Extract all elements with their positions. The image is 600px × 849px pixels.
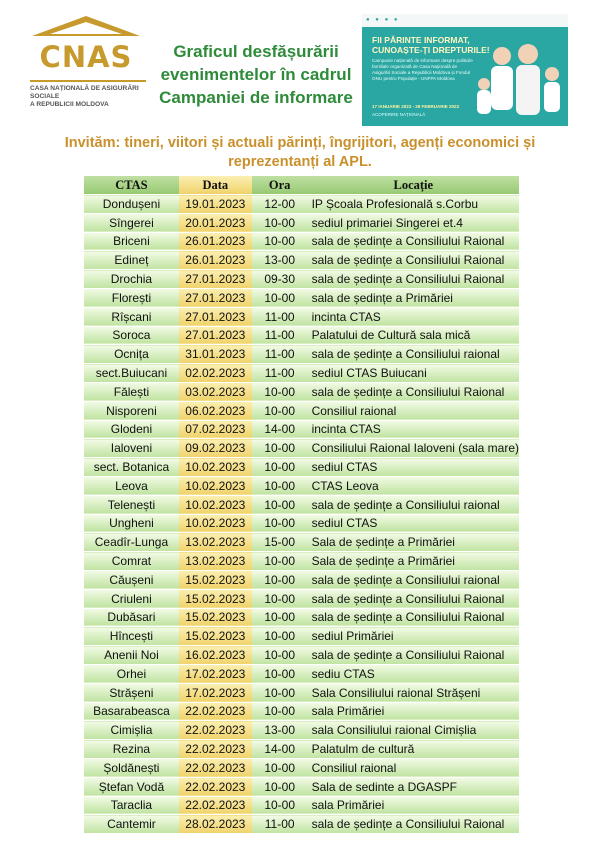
table-row	[84, 533, 519, 552]
cell-ora: 10-00	[252, 683, 308, 702]
cell-data: 27.01.2023	[179, 270, 252, 289]
cell-ctas: Ungheni	[84, 514, 179, 533]
cell-locatie: sediu CTAS	[308, 664, 519, 683]
cell-locatie: sala de ședințe a Consiliului Raional	[308, 608, 519, 627]
title-line-3: Campaniei de informare	[159, 88, 353, 107]
schedule-table	[84, 176, 519, 834]
table-row	[84, 195, 519, 214]
cell-ora: 10-00	[252, 589, 308, 608]
cell-data: 28.02.2023	[179, 815, 252, 834]
cell-ctas: Strășeni	[84, 683, 179, 702]
cell-ctas: Anenii Noi	[84, 646, 179, 665]
cell-locatie: sediul CTAS	[308, 458, 519, 477]
cell-locatie: Consiliul raional	[308, 758, 519, 777]
cell-ora: 10-00	[252, 777, 308, 796]
cell-ctas: sect. Botanica	[84, 458, 179, 477]
cell-data: 26.01.2023	[179, 232, 252, 251]
cell-ctas: Sîngerei	[84, 213, 179, 232]
cell-ctas: Telenești	[84, 495, 179, 514]
cell-ora: 11-00	[252, 364, 308, 383]
banner-dates: 17 IANUARIE 2023 - 28 FEBRUARIE 2023	[372, 104, 460, 109]
cell-data: 10.02.2023	[179, 514, 252, 533]
cell-ora: 10-00	[252, 476, 308, 495]
table-row	[84, 570, 519, 589]
partner-logos-icon: ● ● ● ●	[366, 17, 400, 23]
title-line-2: evenimentelor în cadrul	[160, 65, 352, 84]
table-row	[84, 232, 519, 251]
cell-data: 07.02.2023	[179, 420, 252, 439]
cell-data: 22.02.2023	[179, 758, 252, 777]
cell-locatie: sala de ședințe a Consiliului Raional	[308, 232, 519, 251]
cell-ctas: Dondușeni	[84, 195, 179, 214]
cell-data: 20.01.2023	[179, 213, 252, 232]
cell-data: 13.02.2023	[179, 533, 252, 552]
cell-data: 16.02.2023	[179, 646, 252, 665]
cell-ora: 11-00	[252, 815, 308, 834]
cnas-logo	[24, 14, 149, 110]
cell-data: 26.01.2023	[179, 251, 252, 270]
cell-data: 27.01.2023	[179, 326, 252, 345]
cell-locatie: sala de ședințe a Consiliului raional	[308, 345, 519, 364]
cell-locatie: sala de ședințe a Consiliului Raional	[308, 382, 519, 401]
table-row	[84, 758, 519, 777]
cell-ctas: Basarabeasca	[84, 702, 179, 721]
cell-ctas: Ceadîr-Lunga	[84, 533, 179, 552]
logo-name: CNAS	[39, 40, 133, 74]
cell-locatie: sediul primariei Singerei et.4	[308, 213, 519, 232]
banner-headline-line2: CUNOAȘTE-ȚI DREPTURILE!	[372, 45, 490, 55]
cell-locatie: sala de ședințe a Consiliului Raional	[308, 646, 519, 665]
cell-locatie: sala de ședințe a Consiliului Raional	[308, 251, 519, 270]
cell-locatie: Consiliul raional	[308, 401, 519, 420]
invitation-line2: reprezentanți al APL.	[228, 154, 372, 170]
cell-ctas: Ocnița	[84, 345, 179, 364]
table-row	[84, 476, 519, 495]
banner-note: ACOPERIRE NAȚIONALĂ	[372, 112, 426, 117]
family-illustration-icon	[472, 40, 568, 126]
table-row	[84, 345, 519, 364]
cell-locatie: Sala de ședințe a Primăriei	[308, 552, 519, 571]
cell-locatie: Sala Consiliului raional Strășeni	[308, 683, 519, 702]
cell-ora: 10-00	[252, 552, 308, 571]
header-data: Data	[179, 176, 252, 195]
table-row	[84, 326, 519, 345]
cell-ora: 10-00	[252, 401, 308, 420]
cell-locatie: Sala de sedinte a DGASPF	[308, 777, 519, 796]
cell-data: 13.02.2023	[179, 552, 252, 571]
table-row	[84, 364, 519, 383]
cell-ora: 10-00	[252, 514, 308, 533]
campaign-banner	[362, 14, 568, 126]
cell-locatie: CTAS Leova	[308, 476, 519, 495]
cell-data: 15.02.2023	[179, 570, 252, 589]
cell-locatie: sala Primăriei	[308, 702, 519, 721]
table-row	[84, 420, 519, 439]
cell-data: 15.02.2023	[179, 627, 252, 646]
cell-ctas: Cantemir	[84, 815, 179, 834]
header-locatie: Locație	[308, 176, 519, 195]
cell-ctas: Leova	[84, 476, 179, 495]
cell-ora: 10-00	[252, 382, 308, 401]
table-row	[84, 777, 519, 796]
cell-ora: 13-00	[252, 721, 308, 740]
cell-data: 10.02.2023	[179, 458, 252, 477]
cell-data: 15.02.2023	[179, 608, 252, 627]
cell-ora: 10-00	[252, 213, 308, 232]
cell-ctas: Florești	[84, 288, 179, 307]
cell-data: 17.02.2023	[179, 683, 252, 702]
cell-data: 22.02.2023	[179, 796, 252, 815]
table-row	[84, 646, 519, 665]
table-row	[84, 382, 519, 401]
cell-ctas: Glodeni	[84, 420, 179, 439]
cell-ctas: Soroca	[84, 326, 179, 345]
cell-locatie: sala de ședințe a Consiliului Raional	[308, 270, 519, 289]
banner-headline-line1: FII PĂRINTE INFORMAT,	[372, 35, 470, 45]
table-row	[84, 270, 519, 289]
cell-ora: 10-00	[252, 439, 308, 458]
cell-ora: 10-00	[252, 288, 308, 307]
cell-ora: 10-00	[252, 796, 308, 815]
cell-ctas: Ialoveni	[84, 439, 179, 458]
cell-ora: 10-00	[252, 664, 308, 683]
cell-ora: 09-30	[252, 270, 308, 289]
cell-data: 10.02.2023	[179, 476, 252, 495]
cell-locatie: sediul CTAS	[308, 514, 519, 533]
cell-data: 02.02.2023	[179, 364, 252, 383]
table-row	[84, 552, 519, 571]
cell-locatie: Palatului de Cultură sala mică	[308, 326, 519, 345]
cell-data: 10.02.2023	[179, 495, 252, 514]
cell-ora: 10-00	[252, 232, 308, 251]
cell-locatie: sala de ședințe a Consiliului raional	[308, 570, 519, 589]
cell-locatie: sediul Primăriei	[308, 627, 519, 646]
table-row	[84, 401, 519, 420]
table-row	[84, 664, 519, 683]
table-row	[84, 627, 519, 646]
table-row	[84, 458, 519, 477]
table-row	[84, 608, 519, 627]
cell-data: 27.01.2023	[179, 307, 252, 326]
cell-data: 22.02.2023	[179, 702, 252, 721]
table-row	[84, 702, 519, 721]
table-row	[84, 796, 519, 815]
title-line-1: Graficul desfășurării	[173, 42, 339, 61]
page-title	[150, 40, 362, 109]
table-row	[84, 683, 519, 702]
logo-subtitle-line1: CASA NAȚIONALĂ DE ASIGURĂRI SOCIALE	[30, 85, 139, 100]
cell-locatie: incinta CTAS	[308, 420, 519, 439]
cell-locatie: Sala de ședințe a Primăriei	[308, 533, 519, 552]
cell-ctas: Criuleni	[84, 589, 179, 608]
cell-locatie: sala Primăriei	[308, 796, 519, 815]
cell-ctas: Orhei	[84, 664, 179, 683]
cell-data: 31.01.2023	[179, 345, 252, 364]
cell-locatie: sala de ședințe a Consiliului Raional	[308, 589, 519, 608]
cell-ora: 10-00	[252, 570, 308, 589]
cell-data: 27.01.2023	[179, 288, 252, 307]
table-row	[84, 589, 519, 608]
cell-locatie: incinta CTAS	[308, 307, 519, 326]
cell-ctas: Ștefan Vodă	[84, 777, 179, 796]
cell-ctas: Taraclia	[84, 796, 179, 815]
cell-data: 17.02.2023	[179, 664, 252, 683]
cell-ora: 10-00	[252, 702, 308, 721]
cell-ctas: Hîncești	[84, 627, 179, 646]
cell-locatie: sala Consiliului raional Cimișlia	[308, 721, 519, 740]
cell-ora: 10-00	[252, 646, 308, 665]
cell-ora: 10-00	[252, 495, 308, 514]
cell-ora: 11-00	[252, 345, 308, 364]
cell-ctas: Drochia	[84, 270, 179, 289]
table-row	[84, 251, 519, 270]
cell-ctas: Fălești	[84, 382, 179, 401]
cell-ctas: Dubăsari	[84, 608, 179, 627]
cell-data: 22.02.2023	[179, 721, 252, 740]
table-row	[84, 514, 519, 533]
table-row	[84, 721, 519, 740]
cell-ora: 11-00	[252, 307, 308, 326]
cell-ctas: Căușeni	[84, 570, 179, 589]
cell-data: 19.01.2023	[179, 195, 252, 214]
cell-locatie: sediul CTAS Buiucani	[308, 364, 519, 383]
table-row	[84, 288, 519, 307]
header-ora: Ora	[252, 176, 308, 195]
invitation-text	[40, 134, 560, 172]
cell-ora: 13-00	[252, 251, 308, 270]
cell-locatie: IP Școala Profesională s.Corbu	[308, 195, 519, 214]
cell-data: 15.02.2023	[179, 589, 252, 608]
table-row	[84, 213, 519, 232]
cell-ctas: Rîșcani	[84, 307, 179, 326]
logo-subtitle-line2: A REPUBLICII MOLDOVA	[30, 101, 109, 108]
cell-ora: 10-00	[252, 758, 308, 777]
cell-locatie: sala de ședințe a Consiliului raional	[308, 495, 519, 514]
cell-ctas: Nisporeni	[84, 401, 179, 420]
table-row	[84, 439, 519, 458]
cell-ctas: Briceni	[84, 232, 179, 251]
cell-ora: 14-00	[252, 420, 308, 439]
table-header-row	[84, 176, 519, 195]
logo-subtitle	[30, 85, 146, 109]
cell-ctas: Rezina	[84, 740, 179, 759]
cell-locatie: sala de ședințe a Consiliului Raional	[308, 815, 519, 834]
table-row	[84, 495, 519, 514]
cell-data: 06.02.2023	[179, 401, 252, 420]
invitation-line1: Invităm: tineri, viitori și actuali părinți, îngrijitori, agenți economici și	[64, 135, 536, 151]
cell-ora: 14-00	[252, 740, 308, 759]
banner-body: Campanie națională de informare despre politicile familiale organizată de Casa Națională de Asigurări Sociale a Republicii Moldova și Fondul ONU pentru Populație - UNFPA Moldova	[372, 58, 473, 81]
table-row	[84, 307, 519, 326]
cell-ora: 15-00	[252, 533, 308, 552]
cell-ora: 10-00	[252, 627, 308, 646]
cell-ora: 12-00	[252, 195, 308, 214]
cell-ctas: Cimișlia	[84, 721, 179, 740]
cell-locatie: Palatulm de cultură	[308, 740, 519, 759]
cell-ctas: sect.Buiucani	[84, 364, 179, 383]
cell-data: 03.02.2023	[179, 382, 252, 401]
cell-ctas: Comrat	[84, 552, 179, 571]
table-row	[84, 740, 519, 759]
cell-data: 09.02.2023	[179, 439, 252, 458]
cell-ora: 10-00	[252, 608, 308, 627]
cell-ctas: Șoldănești	[84, 758, 179, 777]
cell-ora: 11-00	[252, 326, 308, 345]
cell-data: 22.02.2023	[179, 740, 252, 759]
cell-ora: 10-00	[252, 458, 308, 477]
cell-locatie: sala de ședințe a Primăriei	[308, 288, 519, 307]
cell-locatie: Consiliului Raional Ialoveni (sala mare)	[308, 439, 519, 458]
table-row	[84, 815, 519, 834]
cell-ctas: Edineț	[84, 251, 179, 270]
cell-data: 22.02.2023	[179, 777, 252, 796]
header-ctas: CTAS	[84, 176, 179, 195]
